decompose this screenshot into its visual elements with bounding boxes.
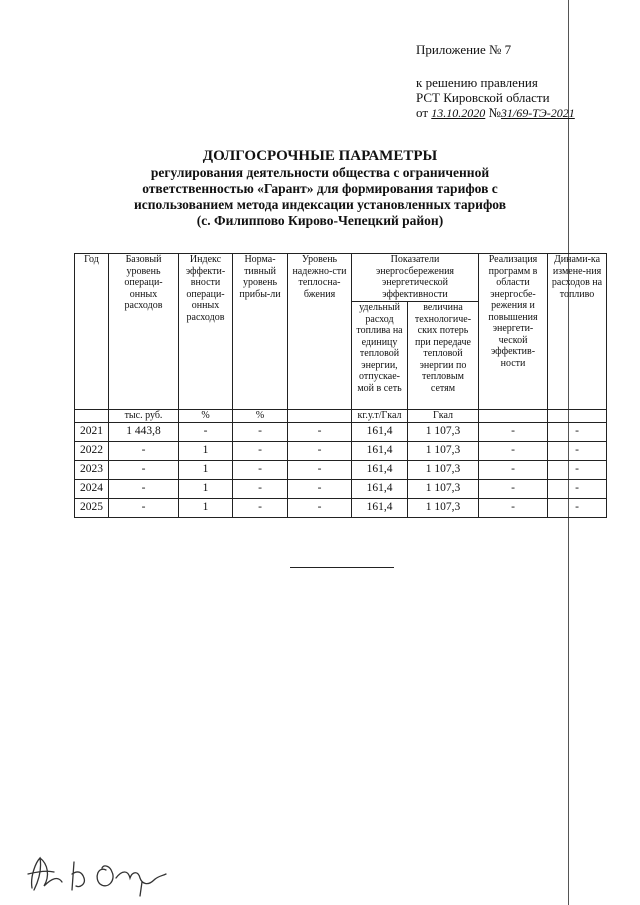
appendix-line-1: к решению правления: [416, 75, 538, 90]
table-row: [75, 442, 607, 461]
units-row: [75, 410, 607, 423]
unit-programs: [479, 410, 548, 423]
table-row: [75, 499, 607, 518]
header-programs: Реализация программ в области энергосбе-режения и повышения энергети-ческой эффектив-ности: [479, 254, 548, 410]
appendix-block: [416, 42, 626, 121]
decision-date: 13.10.2020: [431, 106, 486, 120]
cell-specific: 161,4: [352, 442, 408, 461]
header-losses: величина технологиче-ских потерь при передаче тепловой энергии по тепловым сетям: [408, 302, 479, 410]
cell-profit: -: [233, 499, 288, 518]
cell-index: 1: [179, 442, 233, 461]
cell-year: 2023: [75, 461, 109, 480]
from-label: от: [416, 105, 429, 120]
cell-reliability: -: [288, 423, 352, 442]
cell-index: 1: [179, 499, 233, 518]
cell-programs: -: [479, 480, 548, 499]
cell-losses: 1 107,3: [408, 461, 479, 480]
cell-year: 2024: [75, 480, 109, 499]
header-row-1: [75, 254, 607, 302]
cell-dynamics: -: [548, 499, 607, 518]
cell-losses: 1 107,3: [408, 499, 479, 518]
cell-specific: 161,4: [352, 480, 408, 499]
document-heading: [60, 147, 580, 229]
heading-line-1: регулирования деятельности общества с ограниченной: [150, 165, 490, 180]
cell-profit: -: [233, 461, 288, 480]
header-specific: удельный расход топлива на единицу тепловой энергии, отпускае-мой в сеть: [352, 302, 408, 410]
number-label: №: [488, 105, 501, 120]
unit-reliability: [288, 410, 352, 423]
table-row: [75, 480, 607, 499]
handwritten-signature: [24, 848, 174, 898]
heading-line-4: (с. Филиппово Кирово-Чепецкий район): [196, 213, 444, 228]
cell-year: 2022: [75, 442, 109, 461]
cell-index: 1: [179, 480, 233, 499]
appendix-line-2: РСТ Кировской области: [416, 90, 550, 105]
cell-reliability: -: [288, 461, 352, 480]
cell-profit: -: [233, 442, 288, 461]
appendix-title: Приложение № 7: [416, 42, 512, 57]
header-index: Индекс эффекти-вности операци-онных расходов: [179, 254, 233, 410]
heading-title: ДОЛГОСРОЧНЫЕ ПАРАМЕТРЫ: [202, 148, 438, 164]
cell-losses: 1 107,3: [408, 423, 479, 442]
separator-line: [290, 567, 394, 568]
header-profit: Норма-тивный уровень прибы-ли: [233, 254, 288, 410]
cell-reliability: -: [288, 499, 352, 518]
parameters-table: [74, 253, 607, 518]
cell-profit: -: [233, 423, 288, 442]
cell-programs: -: [479, 423, 548, 442]
cell-specific: 161,4: [352, 499, 408, 518]
cell-programs: -: [479, 499, 548, 518]
cell-base: -: [109, 499, 179, 518]
unit-year: [75, 410, 109, 423]
unit-base: тыс. руб.: [109, 410, 179, 423]
appendix-date-line: [416, 105, 626, 121]
header-year: Год: [75, 254, 109, 410]
cell-specific: 161,4: [352, 461, 408, 480]
cell-year: 2021: [75, 423, 109, 442]
cell-dynamics: -: [548, 461, 607, 480]
cell-index: 1: [179, 461, 233, 480]
header-reliability: Уровень надежно-сти теплосна-бжения: [288, 254, 352, 410]
unit-losses: Гкал: [408, 410, 479, 423]
header-dynamics: Динами-ка измене-ния расходов на топливо: [548, 254, 607, 410]
cell-dynamics: -: [548, 442, 607, 461]
cell-profit: -: [233, 480, 288, 499]
cell-dynamics: -: [548, 480, 607, 499]
heading-line-3: использованием метода индексации установленных тарифов: [134, 197, 506, 212]
cell-base: 1 443,8: [109, 423, 179, 442]
cell-losses: 1 107,3: [408, 480, 479, 499]
cell-reliability: -: [288, 480, 352, 499]
cell-base: -: [109, 480, 179, 499]
unit-dynamics: [548, 410, 607, 423]
cell-programs: -: [479, 442, 548, 461]
cell-base: -: [109, 442, 179, 461]
cell-losses: 1 107,3: [408, 442, 479, 461]
cell-dynamics: -: [548, 423, 607, 442]
decision-number: 31/69-ТЭ-2021: [500, 106, 575, 120]
cell-programs: -: [479, 461, 548, 480]
cell-year: 2025: [75, 499, 109, 518]
cell-index: -: [179, 423, 233, 442]
header-energy: Показатели энергосбережения энергетической эффективности: [352, 254, 479, 302]
cell-base: -: [109, 461, 179, 480]
cell-reliability: -: [288, 442, 352, 461]
table-row: [75, 461, 607, 480]
heading-line-2: ответственностью «Гарант» для формирования тарифов с: [142, 181, 498, 196]
header-base: Базовый уровень операци-онных расходов: [109, 254, 179, 410]
unit-profit: %: [233, 410, 288, 423]
unit-specific: кг.у.т/Гкал: [352, 410, 408, 423]
unit-index: %: [179, 410, 233, 423]
cell-specific: 161,4: [352, 423, 408, 442]
table-row: [75, 423, 607, 442]
